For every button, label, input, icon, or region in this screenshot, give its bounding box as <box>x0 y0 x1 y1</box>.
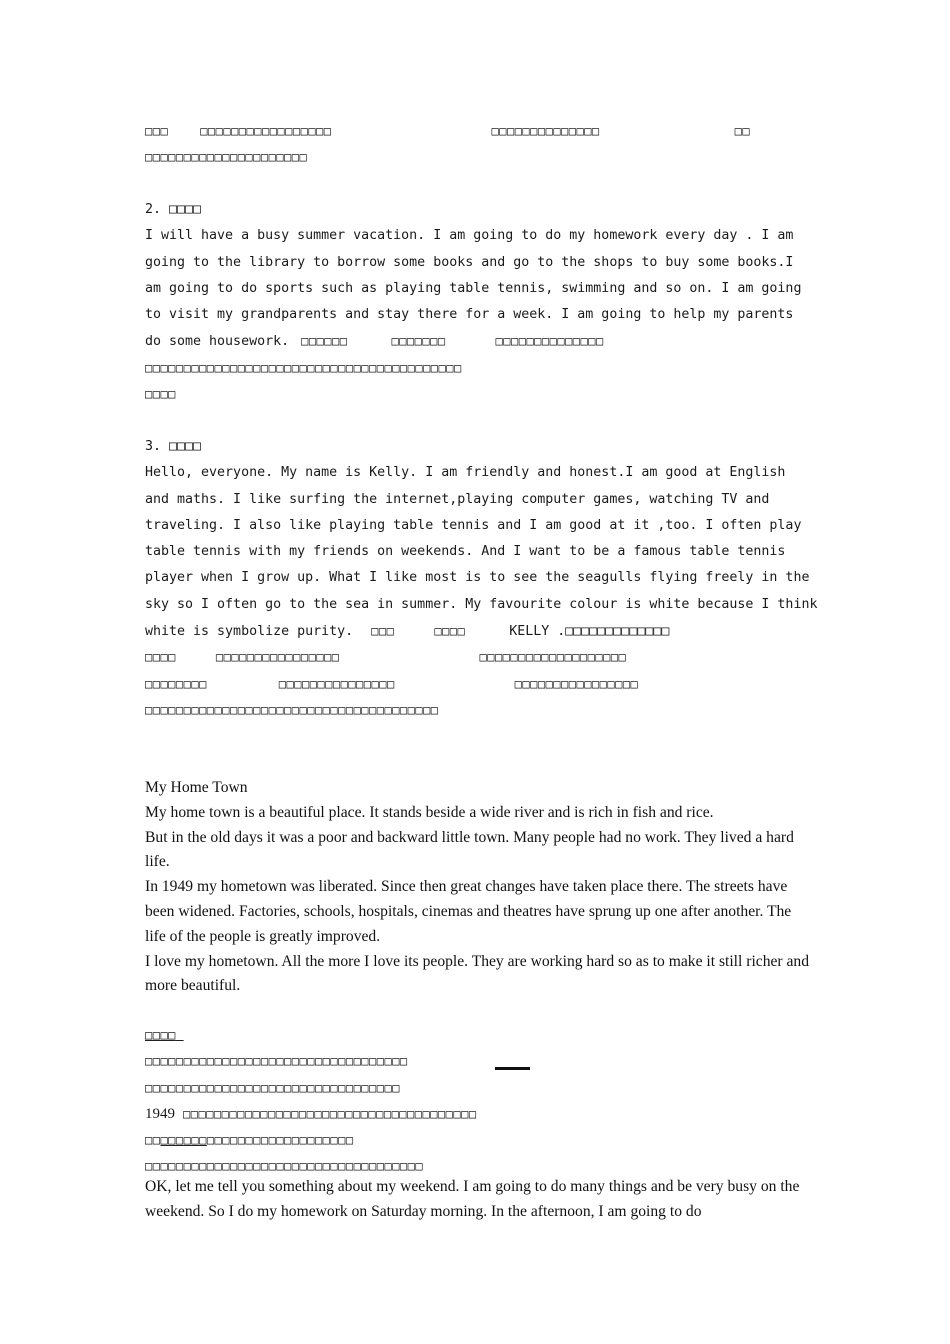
section-3-line: sky so I often go to the sea in summer. My favourite colour is white because I think <box>145 596 818 612</box>
section-3-cjk: □□□□□□□□ <box>145 676 207 691</box>
section-2-cjk: □□□□□□ <box>301 334 348 349</box>
top-seg: □□□□□□□□□□□□□□□□□ <box>200 124 332 138</box>
section-2-line: going to the library to borrow some books and go to the shops to buy some books.I <box>145 254 794 270</box>
section-2-line-5 <box>145 328 815 354</box>
top-seg: □□□□□□□□□□□□□□ <box>491 124 600 138</box>
section-2-heading: 2. □□□□ <box>145 202 202 217</box>
section-3-line: player when I grow up. What I like most is to see the seagulls flying freely in the <box>145 570 810 586</box>
translation-text: □□ <box>145 1133 161 1148</box>
section-3-cjk: □□□□□□□□□□□□□□□□ <box>514 676 639 691</box>
section-3-text: white is symbolize purity. <box>145 624 354 640</box>
translation-heading <box>145 1022 815 1048</box>
section-2-line-7: □□□□ <box>145 387 176 402</box>
section-3-line: Hello, everyone. My name is Kelly. I am friendly and honest.I am good at English <box>145 465 786 481</box>
top-line-2: □□□□□□□□□□□□□□□□□□□□□ <box>145 150 308 165</box>
hometown-paragraph: I love my hometown. All the more I love its people. They are working hard so as to make it still richer and more beautiful. <box>145 952 810 995</box>
section-2-line: am going to do sports such as playing table tennis, swimming and so on. I am going <box>145 280 802 296</box>
translation-line: □□□□□□□□□□□□□□□□□□□□□□□□□□□□□□□□□ <box>145 1080 400 1095</box>
hometown-paragraph: But in the old days it was a poor and backward little town. Many people had no work. They lived a hard life. <box>145 828 794 871</box>
weekend-paragraph: OK, let me tell you something about my weekend. I am going to do many things and be very busy on the weekend. So I do my homework on Saturday morning. In the afternoon, I am going to do <box>145 1178 800 1220</box>
section-3-cjk: □□□□□□□□□□□□□□□□□□□ <box>479 650 627 665</box>
section-3-cjk: □□□ <box>371 624 395 639</box>
section-3 <box>145 434 818 723</box>
hometown-paragraph: In 1949 my hometown was liberated. Since then great changes have taken place there. The streets have been widened. Factories, schools, hospitals, cinemas and theatres have sprung up one after another. The life of the people is greatly improved. <box>145 878 792 945</box>
section-3-cjk: □□□□ <box>145 650 176 665</box>
hometown-paragraph: My home town is a beautiful place. It stands beside a wide river and is rich in fish and rice. <box>145 803 714 821</box>
translation-text: □□□□□□□□□□□□□□□□□□□ <box>206 1133 354 1148</box>
section-3-heading: 3. □□□□ <box>145 439 202 454</box>
section-3-cjk: □□□□ <box>434 624 466 639</box>
section-3-line: and maths. I like surfing the internet,playing computer games, watching TV and <box>145 491 770 507</box>
top-line-1 <box>145 118 815 144</box>
section-3-line-8 <box>145 644 815 670</box>
top-seg: □□□ <box>145 124 169 138</box>
translation-block <box>145 1022 815 1180</box>
section-2-cjk: □□□□□□□□□□□□□□ <box>495 334 604 349</box>
section-3-cjk: □□□□□□□□□□□□□□□ <box>278 676 395 691</box>
section-3-cjk: □□□□□□□□□□□□□□□□ <box>215 650 340 665</box>
underline-mark <box>495 1067 530 1070</box>
translation-line: □□□□□□□□□□□□□□□□□□□□□□□□□□□□□□□□□□ <box>145 1054 408 1069</box>
section-2-line-6: □□□□□□□□□□□□□□□□□□□□□□□□□□□□□□□□□□□□□□□□□ <box>145 360 462 375</box>
top-seg: □□ <box>734 124 751 138</box>
section-2 <box>145 197 815 407</box>
section-2-text: do some housework. <box>145 334 290 350</box>
section-3-line-10: □□□□□□□□□□□□□□□□□□□□□□□□□□□□□□□□□□□□□□ <box>145 702 439 717</box>
hometown-essay <box>145 776 810 999</box>
section-3-cjk: KELLY .□□□□□□□□□□□□□ <box>509 624 670 640</box>
weekend-essay <box>145 1175 810 1225</box>
section-3-line-9 <box>145 671 815 697</box>
translation-heading-text: □□□□ <box>145 1028 176 1042</box>
section-2-line: I will have a busy summer vacation. I am going to do my homework every day . I am <box>145 228 794 244</box>
translation-year: 1949 <box>145 1105 175 1122</box>
translation-line-3 <box>145 1101 815 1127</box>
section-3-line: traveling. I also like playing table tennis and I am good at it ,too. I often play <box>145 517 802 533</box>
top-block <box>145 118 815 171</box>
translation-text: □□□□□□□□□□□□□□□□□□□□□□□□□□□□□□□□□□□□□□ <box>183 1106 477 1121</box>
section-2-cjk: □□□□□□□ <box>391 334 446 349</box>
translation-underlined: □□□□□□ <box>160 1133 207 1148</box>
translation-line-4 <box>145 1127 815 1153</box>
hometown-title: My Home Town <box>145 779 248 796</box>
translation-line: □□□□□□□□□□□□□□□□□□□□□□□□□□□□□□□□□□□□ <box>145 1159 424 1174</box>
section-2-line: to visit my grandparents and stay there for a week. I am going to help my parents <box>145 307 794 323</box>
section-3-line-7 <box>145 618 815 644</box>
section-3-line: table tennis with my friends on weekends. And I want to be a famous table tennis <box>145 544 786 560</box>
